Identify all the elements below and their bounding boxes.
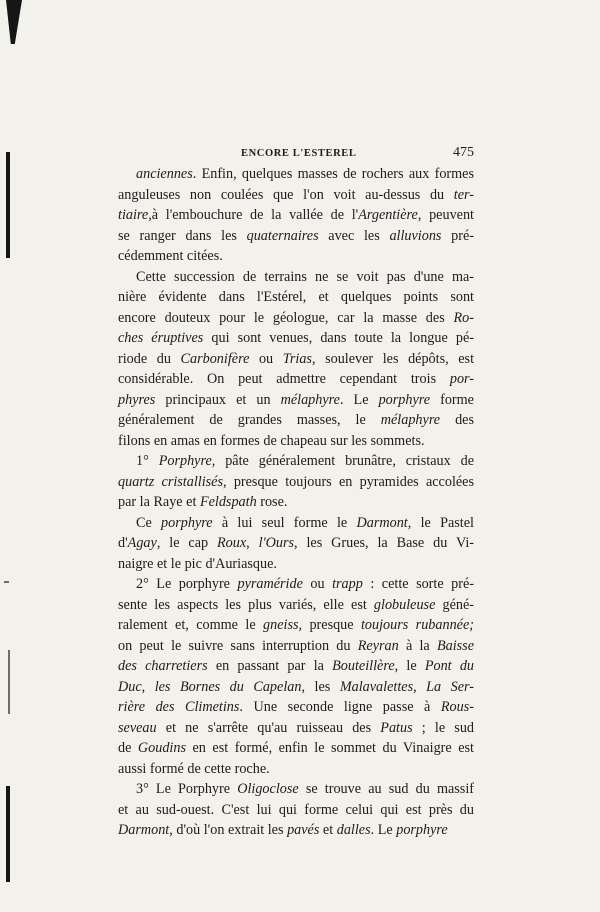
scan-mark [6, 0, 22, 44]
text-segment: , les [301, 678, 340, 695]
text-line [118, 513, 474, 534]
italic-text: pyraméride [237, 576, 303, 592]
text-segment: principaux et un [155, 391, 281, 408]
text-segment: , le [394, 658, 425, 674]
text-line [118, 615, 474, 636]
scan-mark [6, 152, 10, 258]
text-line [118, 492, 474, 513]
text-line [118, 410, 474, 431]
italic-text: La Ser- [426, 678, 475, 695]
text-line [118, 164, 474, 185]
italic-text: Baisse [436, 637, 474, 654]
paragraph [118, 574, 474, 779]
text-line [118, 328, 474, 349]
italic-text: l'Ours [258, 535, 294, 551]
paragraph [118, 164, 474, 267]
text-line [118, 287, 474, 308]
text-line [118, 472, 474, 493]
text-line [118, 636, 474, 657]
text-segment: , le cap [156, 535, 218, 551]
italic-text: Carbonifère [180, 350, 250, 367]
italic-text: Patus [380, 719, 413, 736]
text-segment: 1° [136, 453, 159, 469]
text-line [118, 390, 474, 411]
text-line [118, 574, 474, 595]
italic-text: tiaire [118, 207, 149, 223]
text-segment: , [246, 535, 259, 551]
text-segment: d' [118, 535, 128, 551]
italic-text: porphyre [396, 822, 448, 838]
text-segment: encore douteux pour le géologue, car la masse des [118, 309, 454, 326]
text-line [118, 246, 474, 267]
text-segment: à la [398, 637, 437, 654]
text-segment: . Une seconde ligne passe à [239, 699, 441, 715]
text-line [118, 656, 474, 677]
italic-text: alluvions [389, 227, 442, 244]
text-line [118, 205, 474, 226]
text-segment: naigre et le pic d'Auriasque. [118, 555, 277, 572]
running-title: ENCORE L'ESTEREL [241, 148, 357, 159]
text-segment: pré- [441, 227, 475, 244]
paragraph [118, 451, 474, 513]
scan-mark [6, 786, 10, 882]
italic-text: por- [449, 371, 474, 387]
italic-text: Malavalettes [339, 678, 414, 695]
text-segment: ,à l'embouchure de la vallée de l' [148, 207, 359, 223]
italic-text: quaternaires [246, 227, 319, 244]
text-segment: de [118, 740, 138, 756]
italic-text: gneiss [263, 617, 299, 633]
text-segment: ; le sud [412, 719, 475, 736]
text-segment: ou [249, 350, 283, 367]
italic-text: ter- [453, 186, 474, 203]
text-segment: Ce [136, 514, 162, 531]
italic-text: quartz cristallisés [118, 473, 224, 490]
text-line [118, 431, 474, 452]
italic-text: seveau [118, 719, 157, 736]
paragraph [118, 779, 474, 841]
paragraph [118, 267, 474, 452]
text-segment: , soulever les dépôts, est [311, 350, 475, 367]
text-segment: 3° Le Porphyre [136, 781, 238, 797]
text-line [118, 718, 474, 739]
italic-text: Ro- [453, 309, 474, 326]
text-segment: généralement de grandes masses, le [118, 412, 381, 428]
page-number: 475 [453, 145, 474, 160]
text-segment: , les Grues, la Base du Vi- [294, 535, 474, 551]
text-segment: , [413, 678, 427, 695]
text-segment: ou [302, 576, 333, 592]
italic-text: Darmont [356, 514, 408, 531]
text-line [118, 779, 474, 800]
italic-text: Agay [127, 535, 157, 551]
italic-text: mélaphyre [280, 391, 340, 408]
text-segment: , presque toujours en pyramides accolées [223, 473, 474, 490]
italic-text: trapp [332, 576, 363, 592]
text-segment: qui sont venues, dans toute la longue pé- [203, 330, 474, 346]
text-line [118, 308, 474, 329]
paragraph [118, 513, 474, 575]
text-segment: aussi formé de cette roche. [118, 760, 270, 777]
italic-text: Roux [217, 535, 247, 551]
scan-mark [8, 650, 10, 714]
italic-text: Bouteillère [332, 658, 395, 674]
italic-text: ches éruptives [118, 330, 204, 346]
italic-text: pavés [287, 822, 320, 838]
text-line [118, 820, 474, 841]
text-line [118, 800, 474, 821]
text-segment: se ranger dans les [118, 227, 247, 244]
text-line [118, 738, 474, 759]
text-line [118, 349, 474, 370]
text-segment: en passant par la [207, 658, 333, 674]
text-line [118, 267, 474, 288]
italic-text: Darmont [118, 822, 170, 838]
italic-text: anciennes [136, 166, 193, 182]
text-segment: , peuvent [417, 207, 474, 223]
running-header [130, 145, 474, 163]
text-segment: , le Pastel [407, 514, 474, 531]
italic-text: dalles [336, 822, 371, 838]
text-segment: : cette sorte pré- [362, 576, 474, 592]
text-segment: 2° Le porphyre [136, 576, 238, 592]
text-segment: géné- [435, 596, 474, 613]
text-segment: considérable. On peut admettre cependant trois [118, 371, 450, 387]
text-segment: . Le [370, 822, 397, 838]
italic-text: Feldspath [199, 494, 257, 510]
italic-text: Trias [282, 350, 312, 367]
text-line [118, 369, 474, 390]
text-segment: filons en amas en formes de chapeau sur les sommets. [118, 432, 425, 449]
text-segment: on peut le suivre sans interruption du [118, 637, 358, 654]
text-segment: . Enfin, quelques masses de rochers aux formes [192, 166, 474, 182]
italic-text: toujours rubannée; [360, 617, 474, 633]
italic-text: Oligoclose [237, 781, 299, 797]
italic-text: phyres [118, 391, 156, 408]
italic-text: porphyre [378, 391, 431, 408]
text-segment: en est formé, enfin le sommet du Vinaigre est [186, 740, 474, 756]
text-line [118, 677, 474, 698]
text-segment: , presque [298, 617, 361, 633]
italic-text: Argentière [358, 207, 418, 223]
text-segment: avec les [318, 227, 390, 244]
text-line [118, 226, 474, 247]
text-segment: . Le [339, 391, 379, 408]
text-segment: anguleuses non coulées que l'on voit au-dessus du [118, 186, 454, 203]
text-line [118, 759, 474, 780]
text-segment: , pâte généralement brunâtre, cristaux de [211, 453, 474, 469]
italic-text: Porphyre [158, 453, 212, 469]
text-segment: se trouve au sud du massif [298, 781, 474, 797]
body-text [118, 164, 474, 841]
text-line [118, 533, 474, 554]
text-segment: des [440, 412, 474, 428]
text-segment: et ne s'arrête qu'au ruisseau des [156, 719, 381, 736]
scan-mark [4, 581, 9, 583]
italic-text: globuleuse [373, 596, 436, 613]
text-segment: et au sud-ouest. C'est lui qui forme celui qui est près du [118, 801, 474, 818]
text-segment: sente les aspects les plus variés, elle est [118, 596, 374, 613]
italic-text: Goudins [137, 740, 186, 756]
text-segment: ralement et, comme le [118, 617, 264, 633]
text-segment: Cette succession de terrains ne se voit pas d'une ma- [136, 268, 474, 285]
italic-text: porphyre [161, 514, 213, 531]
text-segment: à lui seul forme le [212, 514, 357, 531]
italic-text: Duc, les Bornes du Capelan [118, 678, 302, 695]
italic-text: rière des Climetins [118, 699, 240, 715]
text-segment: , d'où l'on extrait les [169, 822, 288, 838]
italic-text: Reyran [357, 637, 399, 654]
italic-text: Rous- [440, 699, 474, 715]
text-segment: riode du [118, 350, 181, 367]
text-segment: rose. [256, 494, 288, 510]
text-line [118, 595, 474, 616]
text-segment: nière évidente dans l'Estérel, et quelques points sont [118, 289, 474, 305]
text-line [118, 697, 474, 718]
italic-text: Pont du [424, 658, 475, 674]
text-segment: cédemment citées. [118, 248, 223, 264]
text-line [118, 554, 474, 575]
text-line [118, 185, 474, 206]
text-segment: forme [430, 391, 474, 408]
italic-text: mélaphyre [380, 412, 441, 428]
italic-text: des charretiers [118, 658, 208, 674]
text-line [118, 451, 474, 472]
text-segment: par la Raye et [118, 494, 200, 510]
text-segment: et [319, 822, 337, 838]
